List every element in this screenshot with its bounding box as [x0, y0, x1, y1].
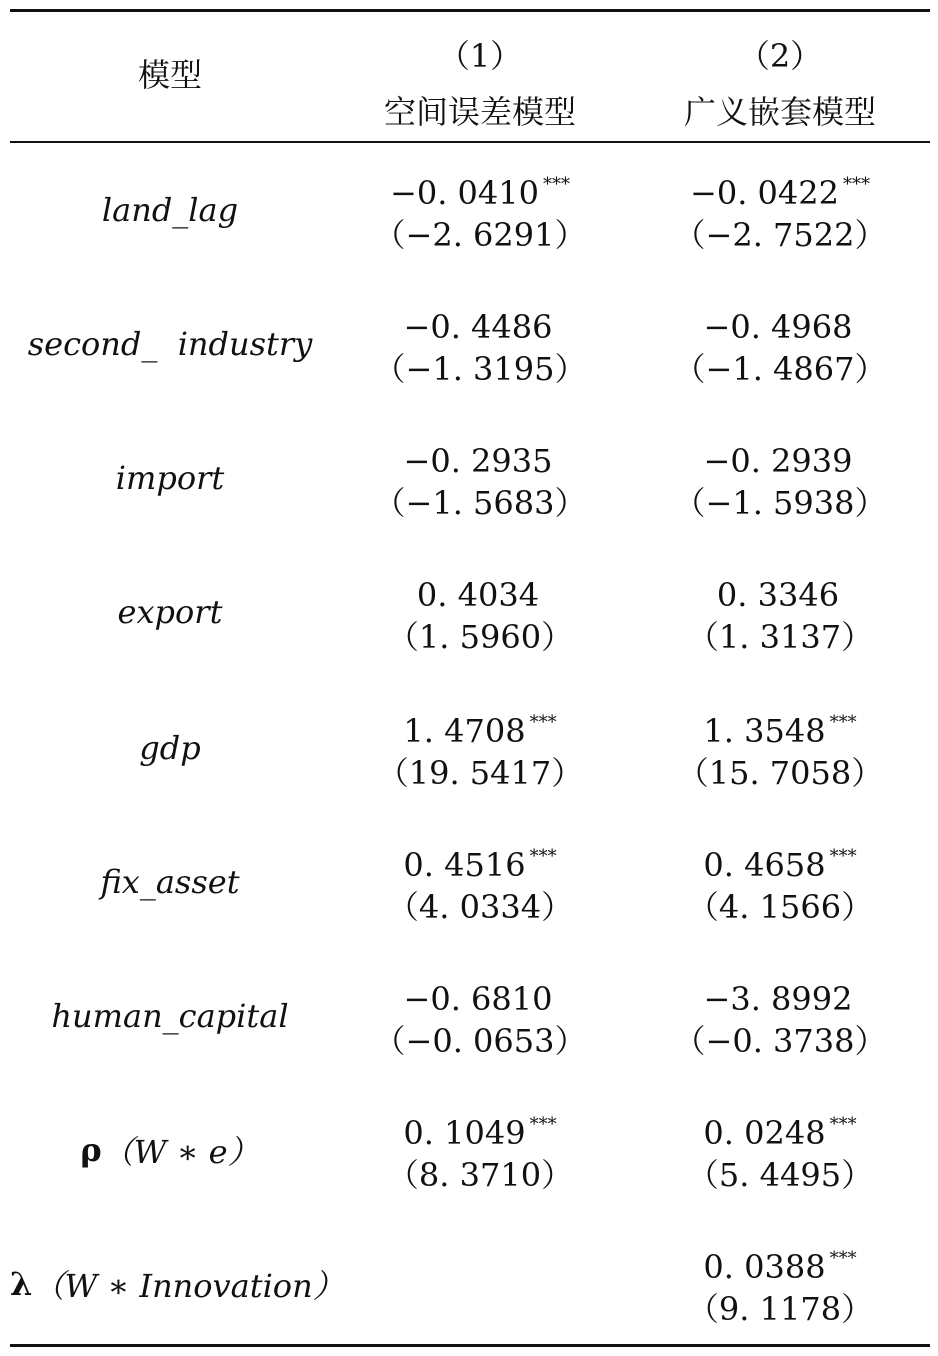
significance-stars: *** [529, 846, 557, 867]
coefficient: 0. 3346 [716, 576, 840, 614]
rho-symbol: ρ [80, 1131, 102, 1169]
col1-cell [330, 545, 630, 679]
significance-stars: *** [829, 846, 857, 867]
coefficient: −0. 2935 [403, 442, 553, 480]
t-statistic: （1. 5960） [386, 618, 574, 656]
header-col2-number: （2） [737, 37, 823, 75]
col2-cell [630, 411, 930, 545]
col2-cell [630, 949, 930, 1083]
regression-table [10, 0, 930, 1356]
table-row [10, 949, 930, 1083]
t-statistic: （15. 7058） [676, 754, 884, 792]
variable-name: human_capital [51, 997, 289, 1035]
coefficient: 0. 4658 [703, 846, 826, 884]
variable-name: import [115, 459, 225, 497]
t-statistic: （−1. 5683） [373, 484, 587, 522]
t-statistic: （19. 5417） [376, 754, 584, 792]
col1-cell [330, 681, 630, 815]
header-col1-number: （1） [437, 37, 523, 75]
col2-cell [630, 1217, 930, 1351]
t-statistic: （−0. 3738） [673, 1022, 887, 1060]
variable-name: export [117, 593, 223, 631]
header-column-2 [630, 28, 930, 140]
coefficient: −0. 4968 [703, 308, 853, 346]
coefficient: 0. 4516 [403, 846, 526, 884]
variable-argument: （W ∗ Innovation） [32, 1267, 345, 1305]
col1-cell [330, 949, 630, 1083]
col1-cell [330, 411, 630, 545]
variable-name: second_ industry [27, 325, 313, 363]
t-statistic: （9. 1178） [686, 1290, 874, 1328]
coefficient: −0. 2939 [703, 442, 853, 480]
variable-name [10, 1217, 345, 1351]
significance-stars: *** [829, 1114, 857, 1135]
variable-name: fix_asset [100, 863, 240, 901]
col1-cell [330, 1083, 630, 1217]
significance-stars: *** [542, 174, 570, 195]
table-row [10, 143, 930, 277]
header-col1-name: 空间误差模型 [383, 93, 576, 131]
variable-name: land_lag [101, 191, 239, 229]
variable-name [10, 1083, 330, 1217]
coefficient: 0. 4034 [416, 576, 540, 614]
significance-stars: *** [829, 712, 857, 733]
t-statistic: （4. 1566） [686, 888, 874, 926]
coefficient: −0. 4486 [403, 308, 553, 346]
coefficient: −3. 8992 [703, 980, 853, 1018]
t-statistic: （−2. 7522） [673, 216, 887, 254]
significance-stars: *** [842, 174, 870, 195]
table-row [10, 1083, 930, 1217]
t-statistic: （−2. 6291） [373, 216, 587, 254]
t-statistic: （−0. 0653） [373, 1022, 587, 1060]
col1-cell [330, 1217, 630, 1351]
bottom-rule [10, 1344, 930, 1347]
col2-cell [630, 815, 930, 949]
table-row [10, 815, 930, 949]
col2-cell [630, 1083, 930, 1217]
coefficient: −0. 6810 [403, 980, 553, 1018]
t-statistic: （5. 4495） [686, 1156, 874, 1194]
col2-cell [630, 143, 930, 277]
t-statistic: （−1. 4867） [673, 350, 887, 388]
significance-stars: *** [529, 1114, 557, 1135]
coefficient: 1. 4708 [403, 712, 526, 750]
coefficient: 0. 0248 [703, 1114, 826, 1152]
variable-name: gdp [139, 729, 201, 767]
col2-cell [630, 545, 930, 679]
significance-stars: *** [829, 1248, 857, 1269]
coefficient: −0. 0422 [690, 174, 839, 212]
top-rule [10, 9, 930, 12]
t-statistic: （−1. 5938） [673, 484, 887, 522]
header-column-1 [330, 28, 630, 140]
table-row [10, 277, 930, 411]
coefficient: 1. 3548 [703, 712, 826, 750]
lambda-symbol: λ [10, 1265, 33, 1303]
t-statistic: （4. 0334） [386, 888, 574, 926]
col2-cell [630, 277, 930, 411]
col1-cell [330, 143, 630, 277]
col2-cell [630, 681, 930, 815]
table-row [10, 1217, 930, 1351]
coefficient: 0. 1049 [403, 1114, 526, 1152]
coefficient: −0. 0410 [390, 174, 539, 212]
variable-argument: （W ∗ e） [101, 1133, 260, 1171]
header-model-label: 模型 [137, 56, 202, 94]
header-col2-name: 广义嵌套模型 [683, 93, 876, 131]
coefficient: 0. 0388 [703, 1248, 826, 1286]
table-row [10, 681, 930, 815]
t-statistic: （8. 3710） [386, 1156, 574, 1194]
col1-cell [330, 815, 630, 949]
t-statistic: （−1. 3195） [373, 350, 587, 388]
significance-stars: *** [529, 712, 557, 733]
col1-cell [330, 277, 630, 411]
t-statistic: （1. 3137） [686, 618, 874, 656]
table-row [10, 545, 930, 679]
table-row [10, 411, 930, 545]
